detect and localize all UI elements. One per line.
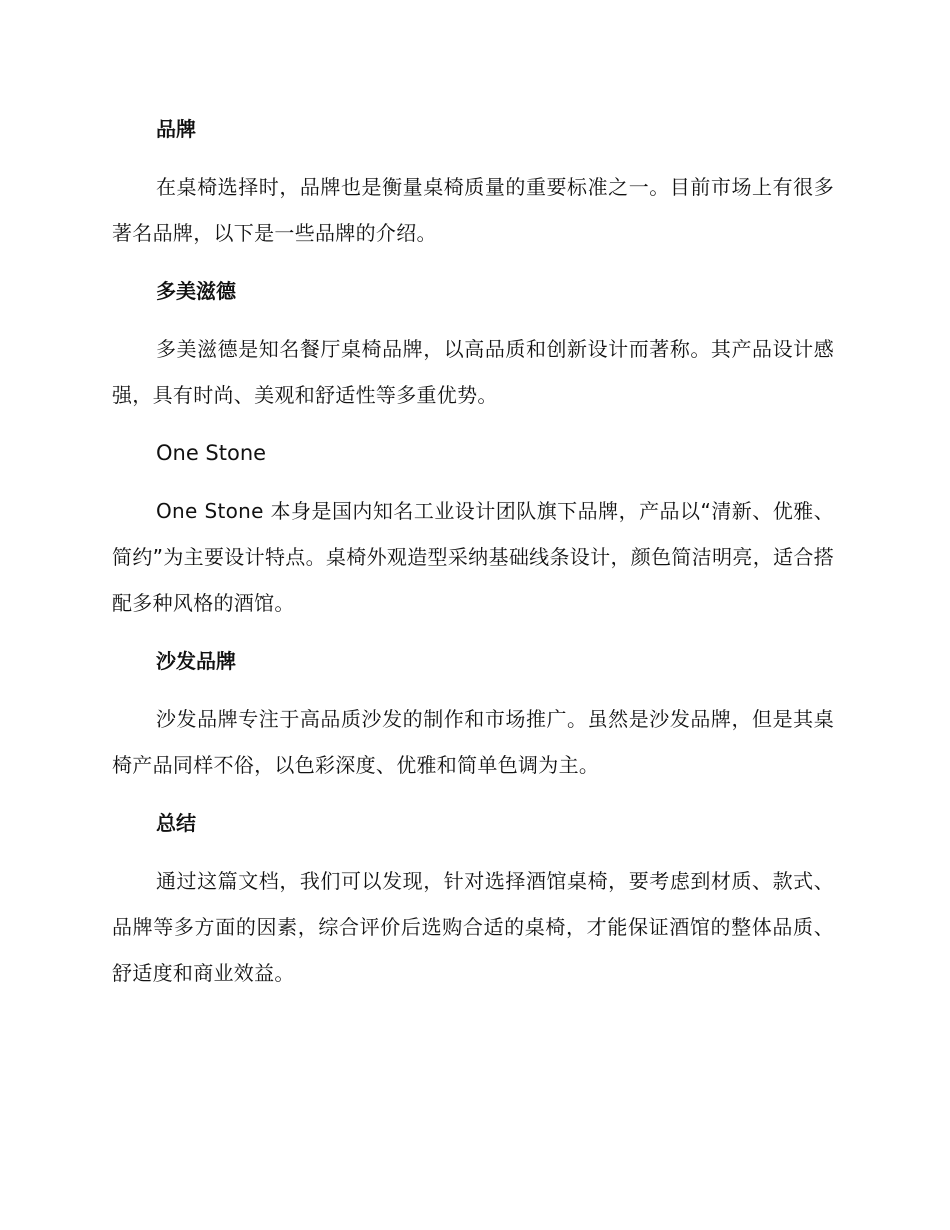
section-paragraph-sofa-brand: 沙发品牌专注于高品质沙发的制作和市场推广。虽然是沙发品牌，但是其桌椅产品同样不俗，以色彩深度、优雅和简单色调为主。 bbox=[112, 707, 834, 777]
document-body bbox=[112, 106, 834, 1008]
section-heading-duomeizide: 多美滋德 bbox=[156, 279, 236, 303]
section-paragraph-one-stone: One Stone 本身是国内知名工业设计团队旗下品牌，产品以“清新、优雅、简约”为主要设计特点。桌椅外观造型采纳基础线条设计，颜色简洁明亮，适合搭配多种风格的酒馆。 bbox=[112, 499, 834, 615]
section-paragraph-duomeizide: 多美滋德是知名餐厅桌椅品牌，以高品质和创新设计而著称。其产品设计感强，具有时尚、美观和舒适性等多重优势。 bbox=[112, 337, 834, 407]
section-paragraph-summary: 通过这篇文档，我们可以发现，针对选择酒馆桌椅，要考虑到材质、款式、品牌等多方面的因素，综合评价后选购合适的桌椅，才能保证酒馆的整体品质、舒适度和商业效益。 bbox=[112, 869, 834, 985]
section-heading-sofa-brand: 沙发品牌 bbox=[156, 649, 236, 673]
section-heading-summary: 总结 bbox=[156, 811, 196, 835]
section-paragraph-brand: 在桌椅选择时，品牌也是衡量桌椅质量的重要标准之一。目前市场上有很多著名品牌，以下是一些品牌的介绍。 bbox=[112, 175, 834, 245]
section-heading-one-stone: One Stone bbox=[156, 441, 267, 465]
section-heading-brand: 品牌 bbox=[156, 117, 196, 141]
